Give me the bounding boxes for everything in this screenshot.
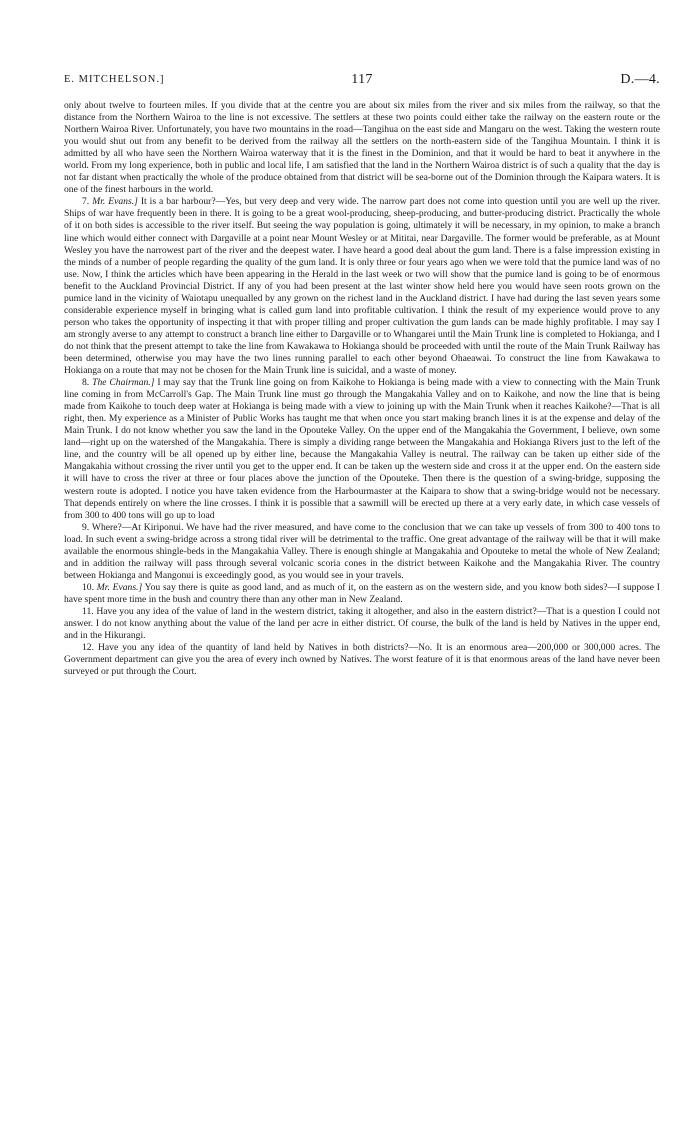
header-author: E. MITCHELSON.] bbox=[64, 74, 165, 85]
question-number: 9. bbox=[82, 521, 90, 533]
page-number: 117 bbox=[351, 72, 373, 87]
paragraph-7-text: It is a bar harbour?—Yes, but very deep and very wide. The narrow part does not come into question until you are well up the river. Ships of war have frequently been in there. It is going to be a great wool-producing, sheep-producing, and butter-producing district. Practically the whole of it on both sides is accessible to the river itself. But seeing the way population is going, ultimately it will be necessary, in my opinion, to make a branch line which would either connect with Dargaville at a point near Mount Wesley or at Mititai, near Dargaville. The former would be preferable, as at Mount Wesley you have the narrowest part of the river and the deepest water. I have heard a good deal about the gum land. There is a false impression existing in the minds of a number of people regarding the quality of the gum land. It is only three or four years ago when we were told that the pumice land was of no use. Now, I think the articles which have been appearing in the Herald in the last week or two will show that the pumice land is going to be of enormous benefit to the Auckland Provincial District. If any of you had been present at the last winter show held here you would have seen roots grown on the pumice land in the vicinity of Waiotapu unequalled by any grown on the richest land in the Auckland district. I have had during the last seven years some considerable experience myself in bringing what is called gum land into profitable cultivation. I think the result of my experience would prove to any person who takes the opportunity of inspecting it that with proper tilling and proper cultivation the gum lands can be made highly profitable. I may say I am strongly averse to any attempt to construct a branch line either to Dargaville or to Whangarei until the Main Trunk line is completed to Hokianga, and I do not think that the present attempt to take the line from Kawakawa to Hokianga should be proceeded with until the route of the Main Trunk Railway has been determined, otherwise you may have the two lines running parallel to each other beyond Ohaeawai. To construct the line from Kawakawa to Hokianga on a route that may not be chosen for the Main Trunk line is suicidal, and a waste of money. bbox=[64, 196, 660, 377]
paragraph-1-text: only about twelve to fourteen miles. If you divide that at the centre you are about six miles from the river and six miles from the railway, so that the distance from the Northern Wairoa to the line is not excessive. The settlers at these two points could either take the railway on the eastern route or the Northern Wairoa River. Unfortunately, you have two mountains in the road—Tangihua on the east side and Mangaru on the west. Taking the western route you would shut out from any benefit to be derived from the railway all the settlers on the north-eastern side of the Tangihua Mountain. I think it is admitted by all who have seen the Northern Wairoa waterway that it is the finest in the Dominion, and that it would be hard to beat it anywhere in the world. From my long experience, both in public and local life, I am satisfied that the land in the Northern Wairoa district is of such a quality that the day is not far distant when practically the whole of the produce obtained from that district will be sea-borne out of the Dominion through the Kaipara waters. It is one of the finest harbours in the world. bbox=[64, 100, 660, 196]
paragraph-9 bbox=[64, 522, 660, 582]
paragraph-11 bbox=[64, 606, 660, 642]
document-page bbox=[64, 72, 660, 678]
document-reference: D.—4. bbox=[620, 72, 660, 87]
speaker-label: The Chairman.] bbox=[92, 377, 155, 389]
speaker-label: Mr. Evans.] bbox=[96, 581, 143, 593]
paragraph-9-text: Where?—At Kiriponui. We have had the river measured, and have come to the conclusion that we can take up vessels of from 300 to 400 tons to load. In such event a swing-bridge across a strong tidal river will be detrimental to the traffic. One great advantage of the railway will be that it will make available the enormous shingle-beds in the Mangakahia Valley. There is enough shingle at Mangakahia and Opouteke to metal the whole of New Zealand; and in addition the railway will pass through several volcanic scoria cones in the district between Kaikohe and the Mangakahia River. The country between Hokianga and Mangonui is exceedingly good, as you would see in your travels. bbox=[64, 521, 660, 581]
question-number: 7. bbox=[82, 196, 90, 208]
speaker-label: Mr. Evans.] bbox=[92, 196, 138, 208]
paragraph-7 bbox=[64, 196, 660, 377]
paragraph-12 bbox=[64, 642, 660, 678]
paragraph-10-text: You say there is quite as good land, and as much of it, on the eastern as on the western side, and you know both sides?—I suppose I have spent more time in the bush and country there than any other man in New Zealand. bbox=[64, 581, 660, 605]
question-number: 8. bbox=[82, 377, 90, 389]
document-body bbox=[64, 100, 660, 678]
paragraph-8-text: I may say that the Trunk line going on from Kaikohe to Hokianga is being made with a view to connecting with the Main Trunk line coming in from McCarroll's Gap. The Main Trunk line must go through the Mangakahia Valley and on to Kaikohe, and now the line that is being made from Kaikohe to touch deep water at Hokianga is being made with a view to joining up with the Main Trunk when it reaches Kaikohe?—That is all right, then. My experience as a Minister of Public Works has taught me that when once you start making branch lines it is at the expense and delay of the Main Trunk. I do not know whether you saw the land in the Opouteke Valley. On the upper end of the Mangakahia the Government, I believe, own some land—right up on the watershed of the Mangakahia. There is simply a dividing range between the Mangakahia and Hokianga Rivers just to the left of the line, and the country will be all opened up by either line, because the Mangakahia Valley is neutral. The railway can be taken up either side of the Mangakahia without crossing the river until you get to the upper end. It can be taken up the western side and cross it at the upper end. On the eastern side it will have to cross the river at three or four places above the junction of the Opouteke. Then there is the question of a swing-bridge, supposing the western route is adopted. I notice you have taken evidence from the Harbourmaster at the Kaipara to show that a swing-bridge would not be necessary. That depends entirely on where the line crosses. I think it is possible that a sawmill will be erected up there at a very early date, in which case vessels of from 300 to 400 tons will go up to load bbox=[64, 377, 661, 521]
paragraph-8 bbox=[64, 377, 660, 522]
question-number: 11. bbox=[82, 605, 94, 617]
paragraph-12-text: Have you any idea of the quantity of land held by Natives in both districts?—No. It is an enormous area—200,000 or 300,000 acres. The Government department can give you the area of every inch owned by Natives. The worst feature of it is that enormous areas of the land have never been surveyed or put through the Court. bbox=[64, 642, 660, 678]
paragraph-11-text: Have you any idea of the value of land in the western district, taking it altogether, and also in the eastern district?—That is a question I could not answer. I do not know anything about the value of the land per acre in either district. Of course, the bulk of the land is held by Natives in the upper end, and in the Hikurangi. bbox=[64, 605, 660, 642]
page-header bbox=[64, 72, 660, 94]
question-number: 10. bbox=[82, 581, 94, 593]
paragraph-10 bbox=[64, 582, 660, 606]
paragraph-1 bbox=[64, 100, 660, 196]
question-number: 12. bbox=[82, 642, 94, 654]
